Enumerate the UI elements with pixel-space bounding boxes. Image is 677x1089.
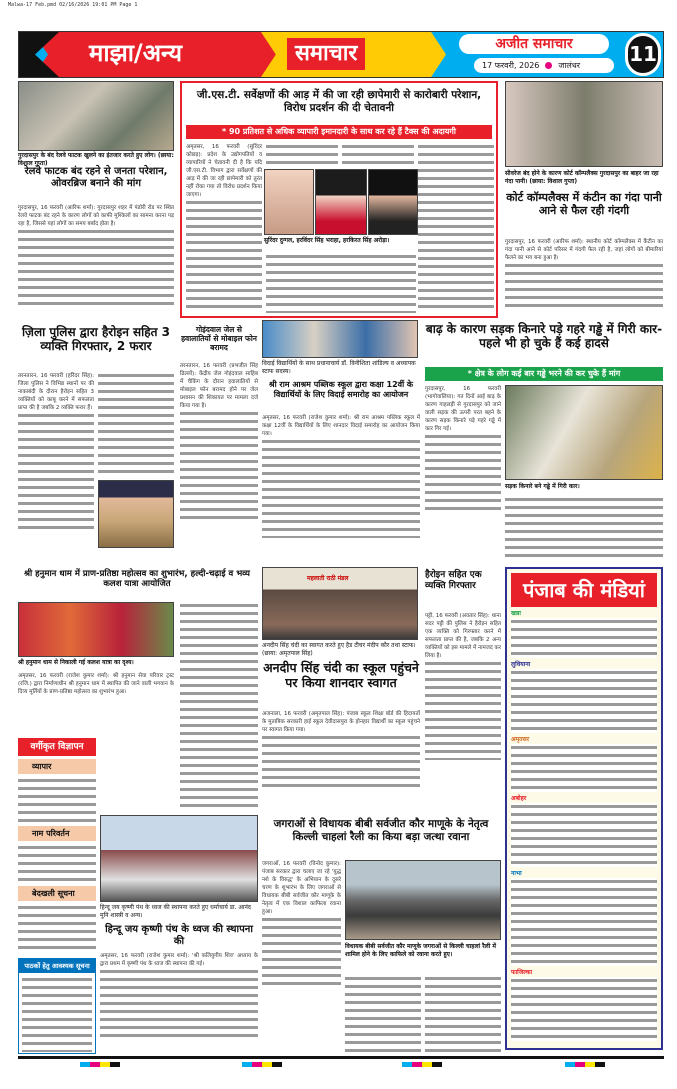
canteen-body: गुरदासपुर, 16 फरवरी (आरिफ शर्मा): स्थानीय कोर्ट कॉम्पलैक्स में कैंटीन का गंदा पानी आने से कोर्ट परिसर में गंदगी फैल रही है, जहां लोगों को बीमारियां फैलने का भय बना हुआ है। <box>505 239 663 261</box>
railway-body: गुरदासपुर, 16 फरवरी (आरिफ शर्मा): गुरदासपुर शहर में पंडोरी रोड पर स्थित रेलवे फाटक बंद रहने के कारण लोगों को काफी मुश्किलों का सामना करना पड़ रहा है, जिससे यहां लोगों का समय बर्बाद होता है। <box>18 205 174 227</box>
flood-caption: सड़क किनारे बने गड्ढे में गिरी कार। <box>505 483 580 490</box>
goindwal-headline: गोइंदवाल जेल से हवालातियों से मोबाइल फोन बरामद <box>181 325 257 352</box>
heroin1-body: पट्टी, 16 फरवरी (अवतार सिंह): थाना सदर पट्टी की पुलिस ने हैरोइन सहित एक व्यक्ति को गिरफ्तार करने में सफलता प्राप्त की है, जबकि 2 अन्य व्यक्तियों को इस मामले में नामजद कर लिया है। <box>425 613 501 659</box>
mandi-rates-panel <box>505 567 663 1050</box>
mandi-city: खन्ना <box>511 610 521 617</box>
hanuman-caption: श्री हनुमान धाम से निकाली गई कलश यात्रा का दृश्य। <box>18 659 134 666</box>
school-body: अमृतसर, 16 फरवरी (राजेश कुमार शर्मा): श्री राम आश्रम पब्लिक स्कूल में कक्षा 12वीं के विद्यार्थियों के लिए शानदार विदाई समारोह का आयोजन किया गया। <box>262 415 420 437</box>
dateline <box>474 58 614 73</box>
gst-headline: जी.एस.टी. सर्वेक्षणों की आड़ में की जा रही छापेमारी से कारोबारी परेशान, विरोध प्रदर्शन की दी चेतावनी <box>196 89 482 114</box>
reader-notice-box <box>18 958 96 1054</box>
school-headline: श्री राम आश्रम पब्लिक स्कूल द्वारा कक्षा 12वीं के विद्यार्थियों के लिए विदाई समारोह का आयोजन <box>268 380 414 399</box>
canteen-headline: कोर्ट कॉम्पलैक्स में कंटीन का गंदा पानी आने से फैल रही गंदगी <box>506 191 662 218</box>
gst-body: अमृतसर, 16 फरवरी (सुरिंदर कोछड़): प्रदेश के उद्योगपतियों व व्यापारियों ने चेतावनी दी है कि यदि जी.एस.टी. विभाग द्वारा सर्वेक्षणों की आड़ में की जा रही छापेमारी को तुरंत नहीं रोका गया तो विरोध प्रदर्शन किया जाएगा। <box>186 144 262 198</box>
photo-banner-text: महलाती राठी मंडल <box>307 575 349 582</box>
rally-body: जगराओं, 16 फरवरी (विनोद कुमार): पंजाब सरकार द्वारा चलाए जा रहे 'युद्ध नशे के विरुद्ध' के अभियान के दूसरे चरण के शुभारंभ के लिए जगराओं से विधायक बीबी सर्वजीत कौर माणूके के नेतृत्व में एक विशाल काफिला रवाना हुआ। <box>262 861 341 915</box>
heroin3-body: तरनतारन, 16 फरवरी (हरिंदर सिंह): जिला पुलिस ने विभिन्न स्थानों पर की नाकाबंदी के दौरान हैरोइन सहित 3 व्यक्तियों को काबू करने में सफलता प्राप्त की है जबकि 2 व्यक्ति फरार हैं। <box>18 373 94 411</box>
car-in-pit-photo <box>505 385 663 480</box>
classified-section-business: व्यापार <box>18 759 96 774</box>
kalash-yatra-photo <box>18 602 174 657</box>
flag-ceremony-photo <box>100 815 258 902</box>
heroin3-headline: ज़िला पुलिस द्वारा हैरोइन सहित 3 व्यक्ति गिरफ्तार, 2 फरार <box>21 325 171 354</box>
andeep-headline: अनदीप सिंह चंदी का स्कूल पहुंचने पर किया शानदार स्वागत <box>263 660 419 690</box>
flood-subhead: * क्षेत्र के लोग कई बार गड्ढे भरने की कर चुके हैं मांग <box>425 367 663 381</box>
andeep-caption: अनदीप सिंह चंदी का स्वागत करते हुए हैड टीचर मंदीप कौर तथा स्टाफ। (छाया: अमृतपाल सिंह) <box>262 642 416 657</box>
flood-headline: बाढ़ के कारण सड़क किनारे पड़े गहरे गड्ढे में गिरी कार-पहले भी हो चुके हैं कई हादसे <box>425 322 663 351</box>
flag-headline: हिन्दू जय कृष्णी पंथ के ध्वज की स्थापना की <box>105 924 253 947</box>
rally-caption: विधायक बीबी सर्वजीत कौर माणूके जगराओं से किल्ली चाहलां रैली में शामिल होने के लिए काफिले को रवाना करते हुए। <box>345 943 496 958</box>
section-title: माझा/अन्य <box>89 39 183 67</box>
andeep-body: अजनाला, 16 फरवरी (अमृतपाल सिंह): पंजाब स्कूल शिक्षा बोर्ड की हिदायतों के मुताबिक सरकारी हाई स्कूल देवीदासपुरा के होनहार विद्यार्थी का स्कूल पहुंचने पर स्वागत किया गया। <box>262 711 420 733</box>
flag-caption: हिन्दू जय कृष्णी पंथ के ध्वज की स्थापना करते हुए धर्माचार्य डा. आनंद मुनि शास्त्री व अन्य। <box>100 904 251 919</box>
railway-caption: गुरदासपुर के बंद रेलवे फाटक खुलने का इंतजार करते हुए लोग। (छाया: विशाल गुप्ता) <box>18 152 174 167</box>
page-number: 11 <box>625 33 661 76</box>
gst-story-box <box>180 81 498 318</box>
page-bottom-rule <box>18 1056 664 1059</box>
hanuman-body: अमृतसर, 16 फरवरी (राजेश कुमार शर्मा): श्री हनुमान सेवा परिवार ट्रस्ट (रजि.) द्वारा निर्माणाधीन श्री हनुमान धाम में स्थापित की जाने वाली भगवान के दिव्य मूर्तियों के प्राण-प्रतिष्ठा महोत्सव का शुभारंभ हुआ। <box>18 673 174 695</box>
railway-headline: रेलवे फाटक बंद रहने से जनता परेशान, ओवरब्रिज बनाने की मांग <box>24 166 168 189</box>
print-slug: Malwa-17 Feb.pmd 02/16/2026 19:01 PM Page 1 <box>8 2 138 8</box>
portrait-1 <box>264 169 314 235</box>
classifieds-title: वर्गीकृत विज्ञापन <box>18 738 96 756</box>
mandi-city: अमृतसर <box>511 736 530 743</box>
registration-color-bar <box>80 1062 90 1067</box>
mandi-city: लुधियाना <box>511 661 531 668</box>
hanuman-headline: श्री हनुमान धाम में प्राण-प्रतिष्ठा महोत्सव का शुभारंभ, हल्दी-चढ़ाई व भव्य कलश यात्रा आयोजित <box>23 569 251 590</box>
railway-photo <box>18 81 174 151</box>
classified-section-eviction: बेदखली सूचना <box>18 886 96 901</box>
school-photo <box>262 320 418 358</box>
heroin1-headline: हैरोइन सहित एक व्यक्ति गिरफ्तार <box>425 570 482 591</box>
date: 17 फरवरी, 2026 <box>482 61 540 70</box>
paper-name: अजीत समाचार <box>459 34 609 54</box>
mandi-city: फाजिल्का <box>511 969 533 976</box>
gst-caption: सुरिंदर दुग्गल, हरविंदर सिंह भराहा, हरकिरत सिंह अरोड़ा। <box>264 237 390 244</box>
canteen-photo <box>505 81 663 167</box>
flood-body: गुरदासपुर, 16 फरवरी (भागोवालिया): गत दिनों आई बाढ़ के कारण गाहलड़ी से गुरदासपुर को जाने वाली सड़क की ऊपरी परत बहने के कारण सड़क किनारे पड़े गहरे गड्ढे में कार गिर गई। <box>425 386 501 432</box>
rally-headline: जगराओं से विधायक बीबी सर्वजीत कौर माणूके के नेतृत्व किल्ली चाहलां रैली का किया बड़ा जत्था रवाना <box>273 818 489 843</box>
school-caption: विदाई विद्यार्थियों के साथ प्रधानाचार्य डॉ. विनीशिता शांडिल्य व अध्यापक स्टाफ सदस्य। <box>262 360 416 375</box>
police-officer-photo <box>98 480 174 548</box>
mandi-title: पंजाब की मंडियां <box>511 573 657 607</box>
mandi-city: अबोहर <box>511 795 527 802</box>
portrait-2 <box>315 169 367 235</box>
portrait-3 <box>368 169 418 235</box>
railway-body-block <box>18 204 174 316</box>
page-banner <box>18 31 664 78</box>
rally-photo <box>345 860 501 940</box>
canteen-caption: सीवरेज बंद होने के कारण कोर्ट कॉम्पलैक्स गुरदासपुर का बाहर जा रहा गंदा पानी। (छाया: विशाल गुप्ता) <box>505 170 659 185</box>
goindwal-body: तरनतारन, 16 फरवरी (प्रभजीत सिंह ढिल्लों): केंद्रीय जेल गोइंदवाल साहिब में चैकिंग के दौरान हवालातियों से मोबाइल फोन बरामद होने पर जेल प्रशासन की शिकायत पर मामला दर्ज किया गया है। <box>180 363 258 409</box>
mandi-city: नाभा <box>511 870 522 877</box>
gst-subhead: * 90 प्रतिशत से अधिक व्यापारी इमानदारी के साथ कर रहे हैं टैक्स की अदायगी <box>186 125 492 139</box>
classified-section-name-change: नाम परिवर्तन <box>18 826 96 841</box>
flag-body: अमृतसर, 16 फरवरी (राजेश कुमार शर्मा): 'श्री कलियुगीय शिव' अध्याय के द्वारा प्रथम में कृष्णी पंथ के ध्वज की स्थापना की गई। <box>100 953 258 967</box>
andeep-photo <box>262 567 418 640</box>
section-title-2: समाचार <box>287 38 365 70</box>
city: जालंधर <box>558 61 581 70</box>
reader-notice-title: पाठकों हेतु आवश्यक सूचना <box>19 959 95 973</box>
